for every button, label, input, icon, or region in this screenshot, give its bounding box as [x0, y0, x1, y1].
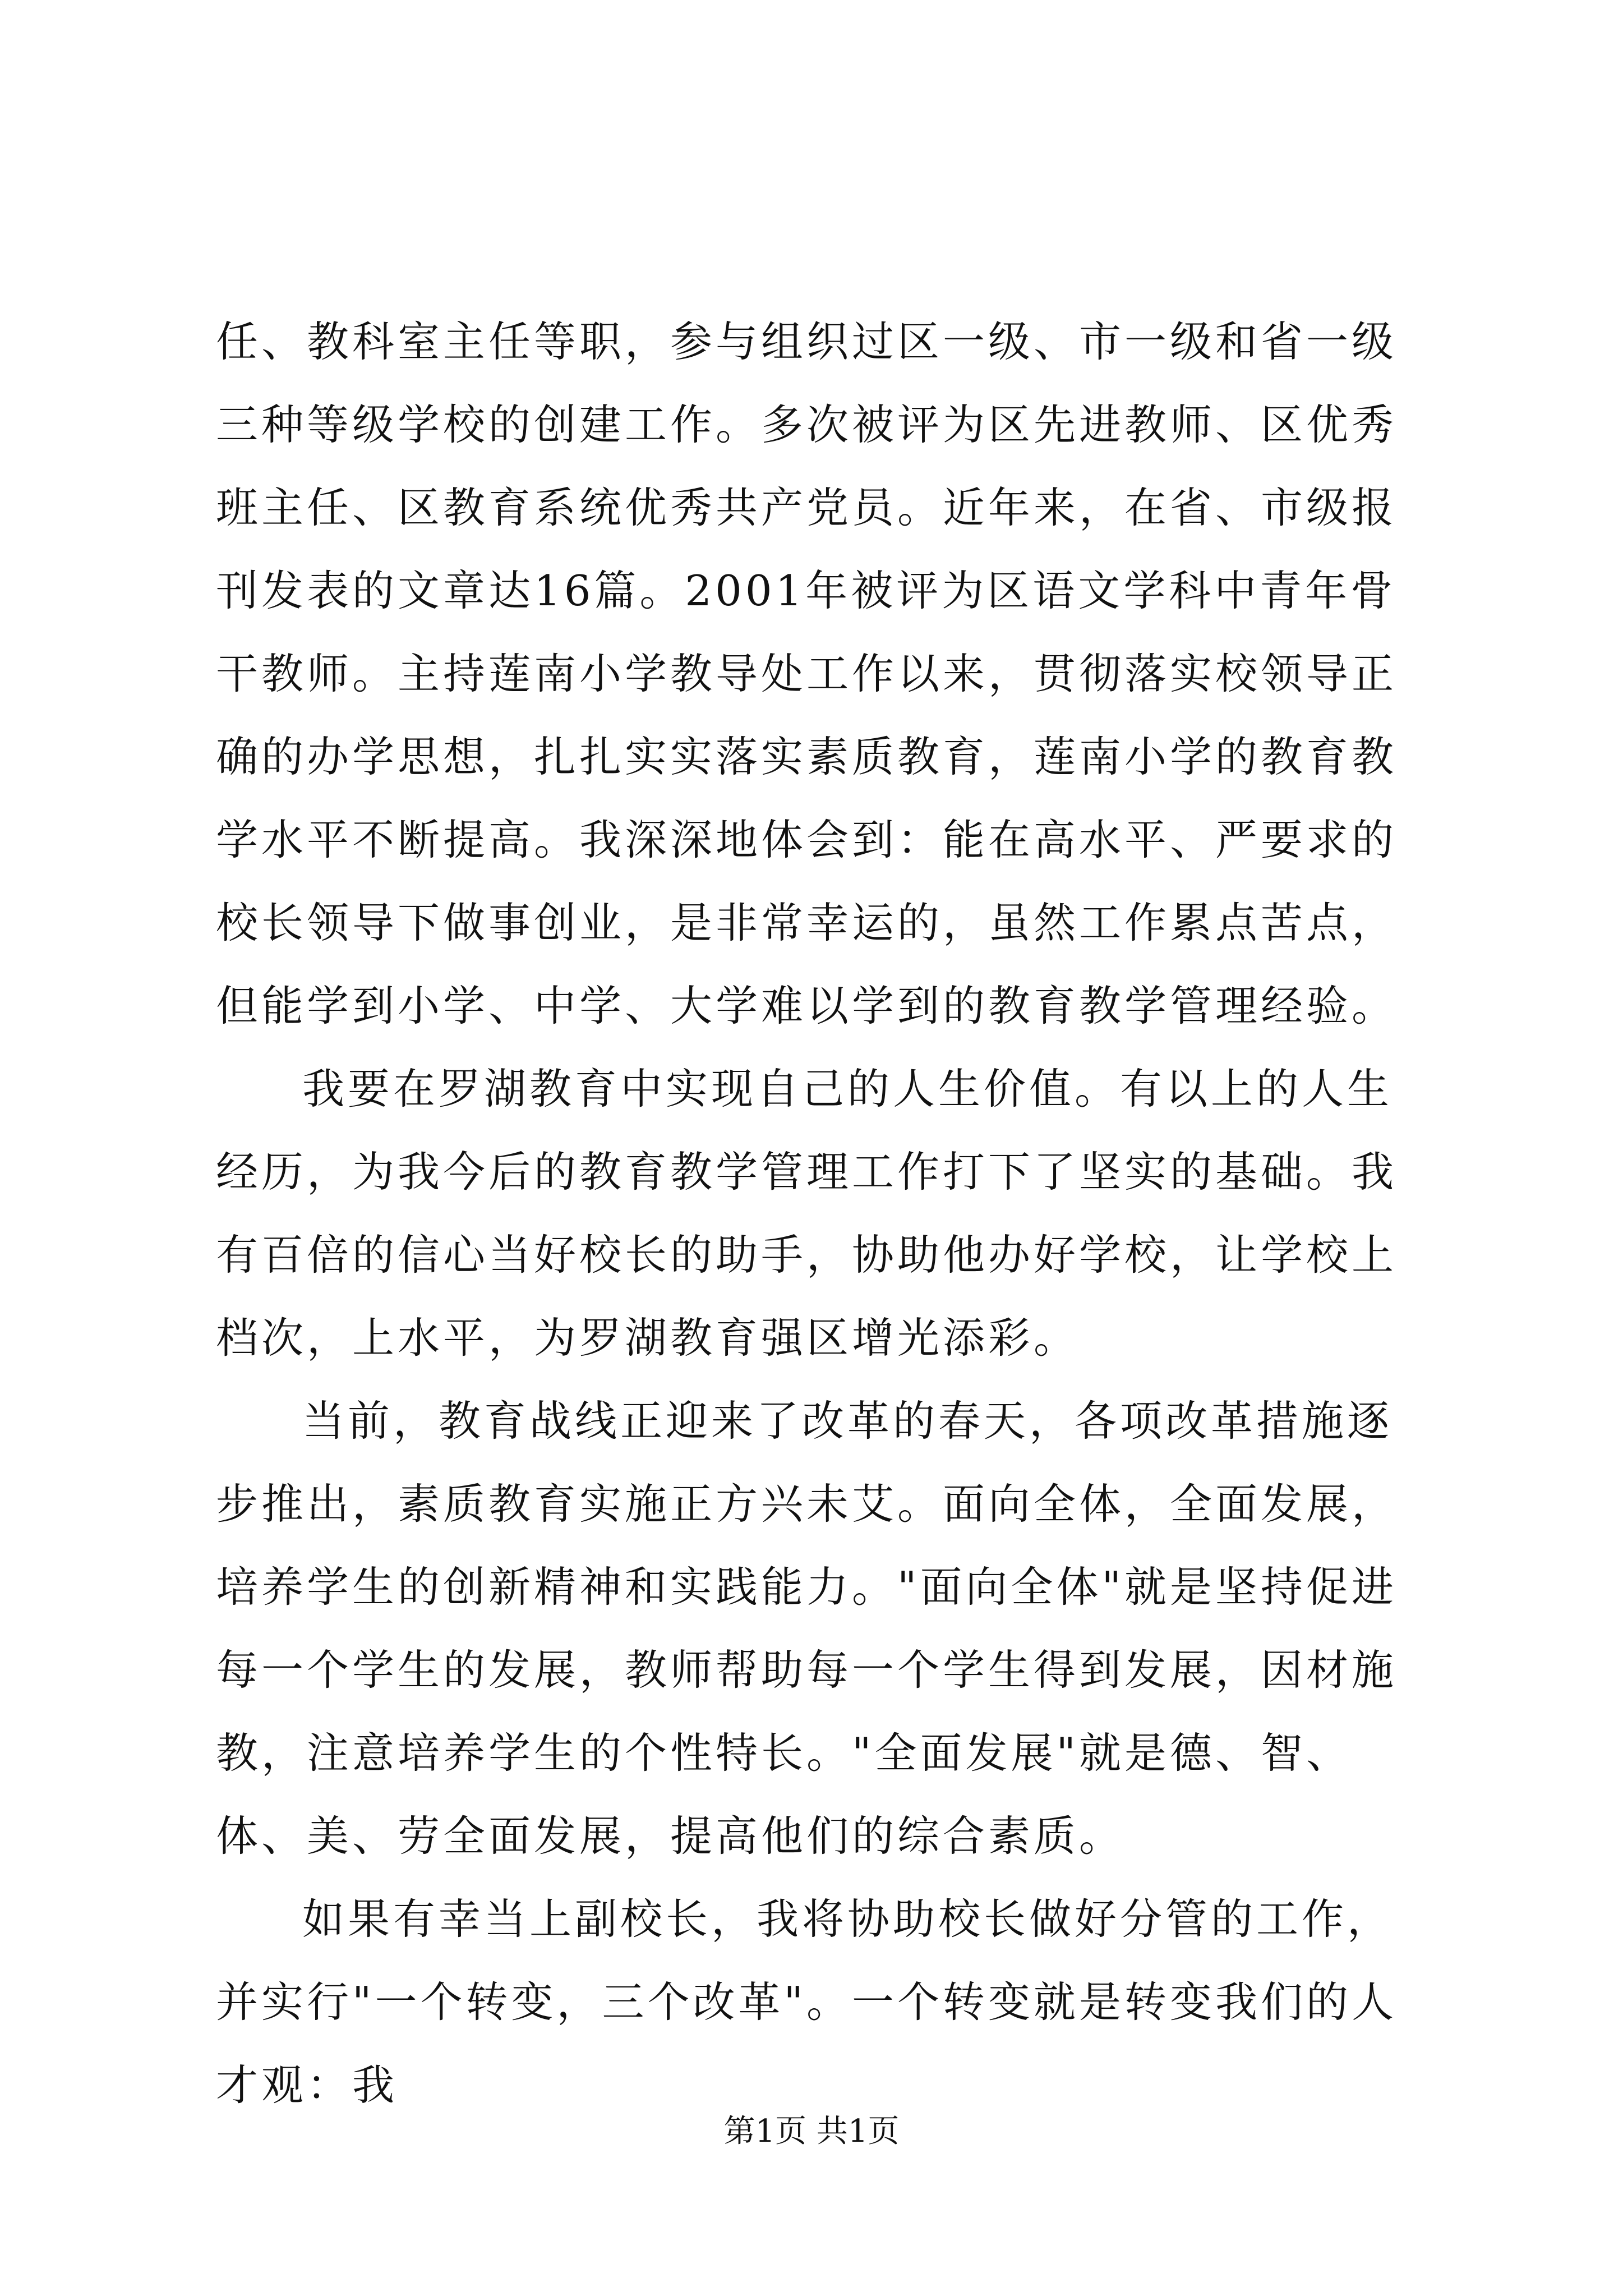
paragraph-1: 任、教科室主任等职，参与组织过区一级、市一级和省一级三种等级学校的创建工作。多次被评为区先进教师、区优秀班主任、区教育系统优秀共产党员。近年来，在省、市级报刊发表的文章达16篇。2001年被评为区语文学科中青年骨干教师。主持莲南小学教导处工作以来，贯彻落实校领导正确的办学思想，扎扎实实落实素质教育，莲南小学的教育教学水平不断提高。我深深地体会到：能在高水平、严要求的校长领导下做事创业，是非常幸运的，虽然工作累点苦点，但能学到小学、中学、大学难以学到的教育教学管理经验。 [216, 317, 1398, 1030]
page-footer: 第1页 共1页 [723, 2113, 900, 2150]
paragraph-3: 当前，教育战线正迎来了改革的春天，各项改革措施逐步推出，素质教育实施正方兴未艾。面向全体，全面发展，培养学生的创新精神和实践能力。"面向全体"就是坚持促进每一个学生的发展，教师帮助每一个学生得到发展，因材施教，注意培养学生的个性特长。"全面发展"就是德、智、体、美、劳全面发展，提高他们的综合素质。 [216, 1396, 1398, 1861]
document-body [216, 300, 1422, 2127]
paragraph-2: 我要在罗湖教育中实现自己的人生价值。有以上的人生经历，为我今后的教育教学管理工作打下了坚实的基础。我有百倍的信心当好校长的助手，协助他办好学校，让学校上档次，上水平，为罗湖教育强区增光添彩。 [216, 1064, 1398, 1363]
paragraph-4: 如果有幸当上副校长，我将协助校长做好分管的工作，并实行"一个转变，三个改革"。一个转变就是转变我们的人才观：我 [216, 1894, 1397, 2110]
